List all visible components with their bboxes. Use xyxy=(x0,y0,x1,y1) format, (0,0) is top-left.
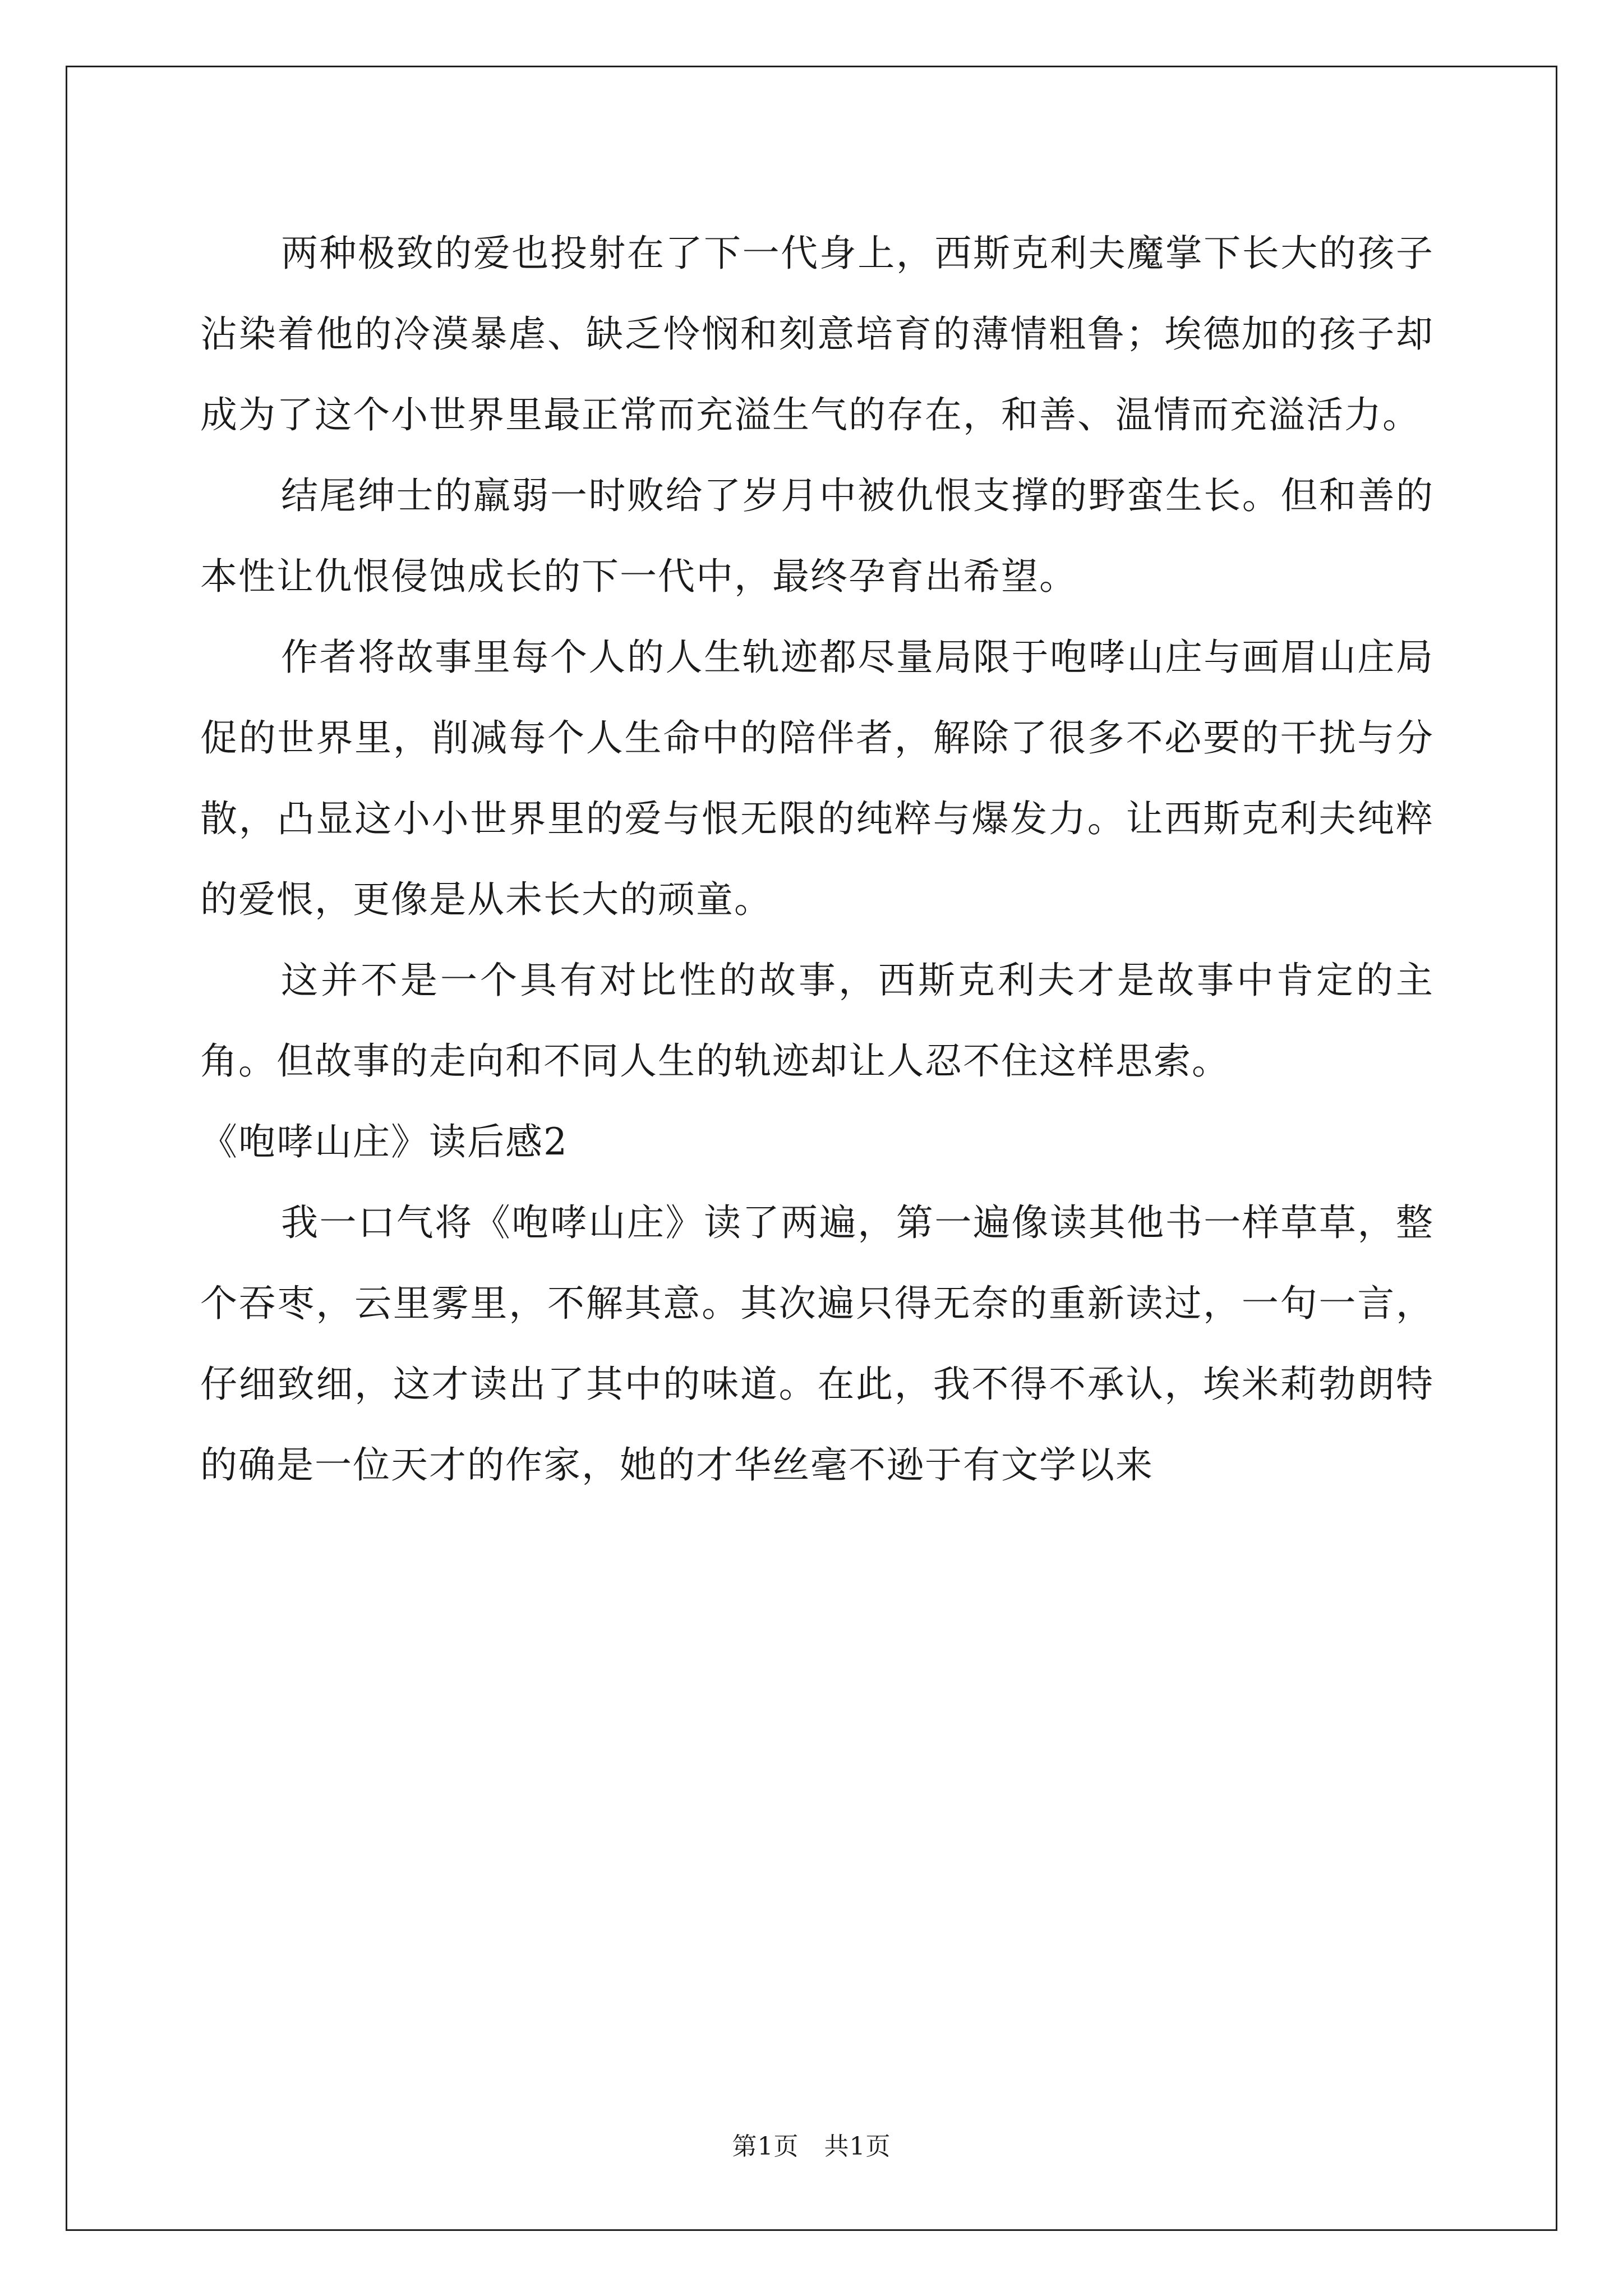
paragraph: 作者将故事里每个人的人生轨迹都尽量局限于咆哮山庄与画眉山庄局促的世界里，削减每个人生命中的陪伴者，解除了很多不必要的干扰与分散，凸显这小小世界里的爱与恨无限的纯粹与爆发力。让西斯克利夫纯粹的爱恨，更像是从未长大的顽童。 xyxy=(200,636,1434,921)
page-number: 第1页 共1页 xyxy=(732,2132,891,2161)
paragraph: 我一口气将《咆哮山庄》读了两遍，第一遍像读其他书一样草草，整个吞枣，云里雾里，不解其意。其次遍只得无奈的重新读过，一句一言，仔细致细，这才读出了其中的味道。在此，我不得不承认，埃米莉勃朗特的确是一位天才的作家，她的才华丝毫不逊于有文学以来 xyxy=(200,1201,1434,1487)
paragraph: 结尾绅士的羸弱一时败给了岁月中被仇恨支撑的野蛮生长。但和善的本性让仇恨侵蚀成长的下一代中，最终孕育出希望。 xyxy=(200,474,1434,598)
paragraph: 两种极致的爱也投射在了下一代身上，西斯克利夫魔掌下长大的孩子沾染着他的冷漠暴虐、缺乏怜悯和刻意培育的薄情粗鲁；埃德加的孩子却成为了这个小世界里最正常而充溢生气的存在，和善、温情而充溢活力。 xyxy=(200,232,1434,436)
document-body xyxy=(200,213,1434,1506)
section-heading: 《咆哮山庄》读后感2 xyxy=(200,1120,568,1163)
paragraph: 这并不是一个具有对比性的故事，西斯克利夫才是故事中肯定的主角。但故事的走向和不同人生的轨迹却让人忍不住这样思索。 xyxy=(200,959,1434,1083)
